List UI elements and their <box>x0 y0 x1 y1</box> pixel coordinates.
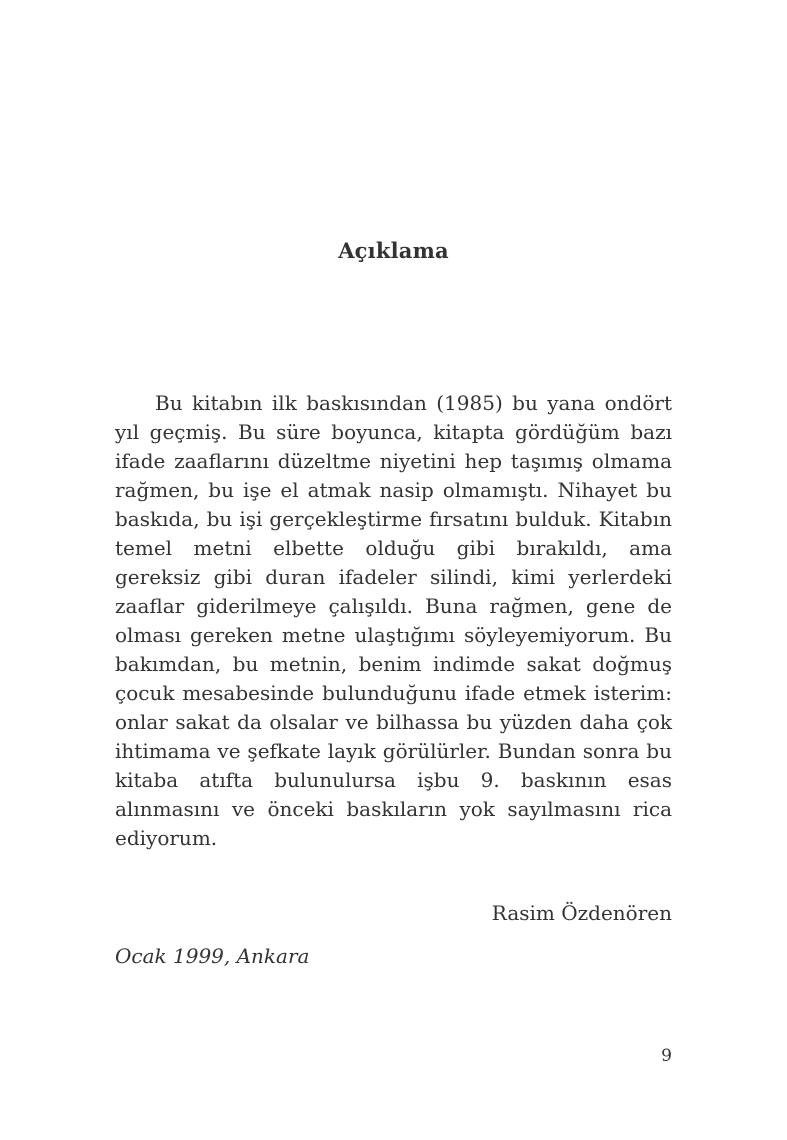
text-block <box>115 0 672 971</box>
page-title: Açıklama <box>338 238 449 263</box>
author-signature: Rasim Özdenören <box>491 901 672 925</box>
body-paragraph: Bu kitabın ilk baskısından (1985) bu yana ondört yıl geçmiş. Bu süre boyunca, kitapta gördüğüm bazı ifade zaaflarını düzeltme niyetini hep taşımış olmama rağmen, bu işe el atmak nasip olmamıştı. Nihayet bu baskıda, bu işi gerçekleştirme fırsatını bulduk. Kitabın temel metni elbette olduğu gibi bırakıldı, ama gereksiz gibi duran ifadeler silindi, kimi yerlerdeki zaaflar giderilmeye çalışıldı. Buna rağmen, gene de olması gereken metne ulaştığımı söyleyemiyorum. Bu bakımdan, bu metnin, benim indimde sakat doğmuş çocuk mesabesinde bulunduğunu ifade etmek isterim: onlar sakat da olsalar ve bilhassa bu yüzden daha çok ihtimama ve şefkate layık görülürler. Bundan sonra bu kitaba atıfta bulunulursa işbu 9. baskının esas alınmasını ve önceki baskıların yok sayılmasını rica ediyorum. <box>115 391 672 850</box>
dateline: Ocak 1999, Ankara <box>115 944 310 968</box>
page-number: 9 <box>661 1046 672 1066</box>
